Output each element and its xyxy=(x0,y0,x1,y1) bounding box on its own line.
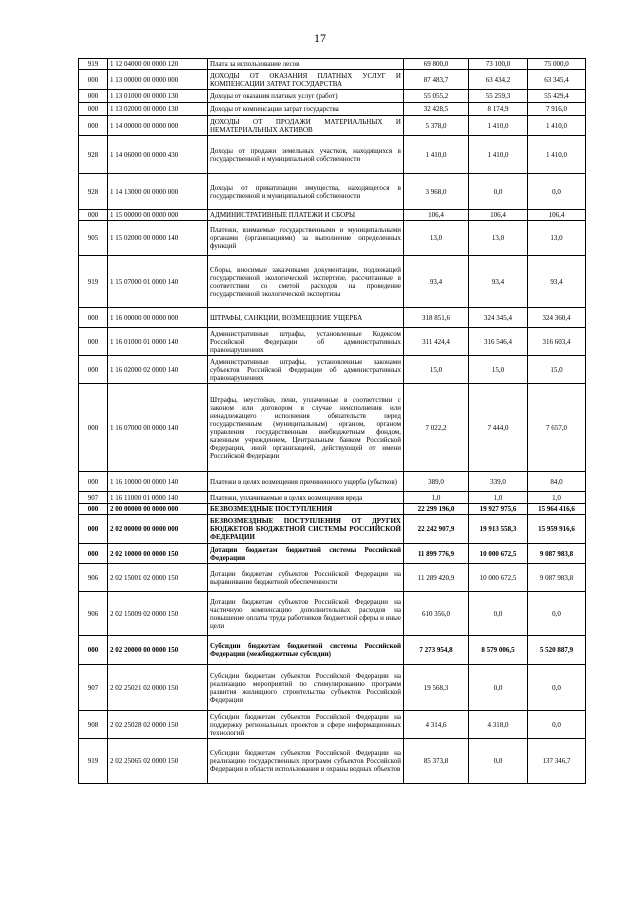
table-row xyxy=(79,504,586,515)
page-number: 17 xyxy=(314,31,326,45)
revenue-name-cell: Административные штрафы, установленные законами субъектов Российской Федерации об административных правонарушениях xyxy=(208,356,404,384)
budget-code-cell: 1 16 10000 00 0000 140 xyxy=(108,472,208,492)
amount-year1-cell: 11 289 420,9 xyxy=(404,564,469,592)
revenue-name-cell: Административные штрафы, установленные Кодексом Российской Федерации об административных правонарушениях xyxy=(208,328,404,356)
revenue-name-cell: Штрафы, неустойки, пени, уплаченные в соответствии с законом или договором в случае неисполнения или ненадлежащего исполнения обязательств перед государственным (муниципальным) органом, органом управления государственным внебюджетным фондом, казенным учреждением, Центральным банком Российской Федерации, иной организацией, действующей от имени Российской Федерации xyxy=(208,384,404,472)
admin-code-cell: 000 xyxy=(79,116,108,136)
table-row xyxy=(79,592,586,636)
budget-code-cell: 1 15 00000 00 0000 000 xyxy=(108,210,208,221)
revenue-name-cell: Дотации бюджетам субъектов Российской Федерации на частичную компенсацию дополнительных расходов на повышение оплаты труда работников бюджетной сферы и иные цели xyxy=(208,592,404,636)
amount-year3-cell: 5 520 887,9 xyxy=(528,636,586,665)
amount-year1-cell: 106,4 xyxy=(404,210,469,221)
revenue-name-cell: Платежи, взимаемые государственными и муниципальными органами (организациями) за выполнение определенных функций xyxy=(208,221,404,256)
table-row xyxy=(79,103,586,116)
revenue-name-cell: Доходы от оказания платных услуг (работ) xyxy=(208,90,404,103)
amount-year2-cell: 339,0 xyxy=(469,472,528,492)
revenue-name-cell: АДМИНИСТРАТИВНЫЕ ПЛАТЕЖИ И СБОРЫ xyxy=(208,210,404,221)
budget-code-cell: 1 14 13000 00 0000 000 xyxy=(108,174,208,210)
amount-year1-cell: 22 242 907,9 xyxy=(404,515,469,544)
revenue-name-cell: Субсидии бюджетам субъектов Российской Федерации на реализацию государственных программ субъектов Российской Федерации в области использования и охраны водных объектов xyxy=(208,739,404,784)
amount-year1-cell: 1,0 xyxy=(404,492,469,504)
revenue-name-cell: БЕЗВОЗМЕЗДНЫЕ ПОСТУПЛЕНИЯ xyxy=(208,504,404,515)
table-row xyxy=(79,210,586,221)
table-row xyxy=(79,544,586,564)
admin-code-cell: 000 xyxy=(79,210,108,221)
amount-year1-cell: 318 851,6 xyxy=(404,308,469,328)
amount-year1-cell: 55 055,2 xyxy=(404,90,469,103)
revenue-name-cell: ДОХОДЫ ОТ ПРОДАЖИ МАТЕРИАЛЬНЫХ И НЕМАТЕРИАЛЬНЫХ АКТИВОВ xyxy=(208,116,404,136)
table-row xyxy=(79,174,586,210)
budget-code-cell: 1 15 02000 00 0000 140 xyxy=(108,221,208,256)
admin-code-cell: 000 xyxy=(79,328,108,356)
amount-year3-cell: 0,0 xyxy=(528,174,586,210)
amount-year2-cell: 7 444,0 xyxy=(469,384,528,472)
amount-year1-cell: 5 378,0 xyxy=(404,116,469,136)
amount-year2-cell: 324 345,4 xyxy=(469,308,528,328)
amount-year1-cell: 4 314,6 xyxy=(404,711,469,739)
table-row xyxy=(79,308,586,328)
revenue-name-cell: БЕЗВОЗМЕЗДНЫЕ ПОСТУПЛЕНИЯ ОТ ДРУГИХ БЮДЖЕТОВ БЮДЖЕТНОЙ СИСТЕМЫ РОССИЙСКОЙ ФЕДЕРАЦИИ xyxy=(208,515,404,544)
revenue-name-cell: Доходы от продажи земельных участков, находящихся в государственной и муниципальной собственности xyxy=(208,136,404,174)
table-row xyxy=(79,515,586,544)
table-row xyxy=(79,711,586,739)
amount-year2-cell: 1 410,0 xyxy=(469,136,528,174)
amount-year3-cell: 7 916,0 xyxy=(528,103,586,116)
admin-code-cell: 907 xyxy=(79,665,108,711)
budget-code-cell: 1 13 01000 00 0000 130 xyxy=(108,90,208,103)
budget-code-cell: 2 00 00000 00 0000 000 xyxy=(108,504,208,515)
amount-year2-cell: 10 000 672,5 xyxy=(469,564,528,592)
table-row xyxy=(79,472,586,492)
admin-code-cell: 000 xyxy=(79,103,108,116)
amount-year3-cell: 0,0 xyxy=(528,592,586,636)
budget-code-cell: 2 02 15009 02 0000 150 xyxy=(108,592,208,636)
amount-year2-cell: 63 434,2 xyxy=(469,70,528,90)
admin-code-cell: 919 xyxy=(79,256,108,308)
admin-code-cell: 905 xyxy=(79,221,108,256)
table-row xyxy=(79,221,586,256)
amount-year3-cell: 0,0 xyxy=(528,665,586,711)
amount-year3-cell: 9 087 983,8 xyxy=(528,544,586,564)
amount-year2-cell: 19 927 975,6 xyxy=(469,504,528,515)
admin-code-cell: 000 xyxy=(79,472,108,492)
revenue-name-cell: Субсидии бюджетам субъектов Российской Федерации на поддержку региональных проектов в сфере информационных технологий xyxy=(208,711,404,739)
amount-year1-cell: 85 373,8 xyxy=(404,739,469,784)
amount-year3-cell: 75 000,0 xyxy=(528,59,586,70)
amount-year2-cell: 1,0 xyxy=(469,492,528,504)
amount-year3-cell: 0,0 xyxy=(528,711,586,739)
table-row xyxy=(79,328,586,356)
amount-year2-cell: 0,0 xyxy=(469,665,528,711)
amount-year2-cell: 8 174,9 xyxy=(469,103,528,116)
revenue-name-cell: Платежи в целях возмещения причиненного ущерба (убытков) xyxy=(208,472,404,492)
table-row xyxy=(79,356,586,384)
admin-code-cell: 000 xyxy=(79,356,108,384)
admin-code-cell: 000 xyxy=(79,504,108,515)
budget-code-cell: 2 02 20000 00 0000 150 xyxy=(108,636,208,665)
table-row xyxy=(79,665,586,711)
admin-code-cell: 000 xyxy=(79,515,108,544)
revenue-name-cell: ДОХОДЫ ОТ ОКАЗАНИЯ ПЛАТНЫХ УСЛУГ И КОМПЕНСАЦИИ ЗАТРАТ ГОСУДАРСТВА xyxy=(208,70,404,90)
amount-year1-cell: 3 968,0 xyxy=(404,174,469,210)
budget-code-cell: 1 13 02000 00 0000 130 xyxy=(108,103,208,116)
budget-code-cell: 1 16 07000 00 0000 140 xyxy=(108,384,208,472)
budget-code-cell: 1 16 00000 00 0000 000 xyxy=(108,308,208,328)
amount-year3-cell: 324 360,4 xyxy=(528,308,586,328)
revenue-name-cell: Субсидии бюджетам субъектов Российской Федерации на реализацию мероприятий по стимулированию программ развития жилищного строительства субъектов Российской Федерации xyxy=(208,665,404,711)
amount-year1-cell: 13,0 xyxy=(404,221,469,256)
revenue-name-cell: Доходы от компенсации затрат государства xyxy=(208,103,404,116)
admin-code-cell: 000 xyxy=(79,636,108,665)
budget-code-cell: 2 02 00000 00 0000 000 xyxy=(108,515,208,544)
amount-year3-cell: 1,0 xyxy=(528,492,586,504)
revenue-name-cell: Сборы, вносимые заказчиками документации, подлежащей государственной экологической экспертизе, рассчитанные в соответствии со сметой расходов на проведение государственной экологической экспертизы xyxy=(208,256,404,308)
amount-year1-cell: 22 299 196,0 xyxy=(404,504,469,515)
amount-year2-cell: 1 410,0 xyxy=(469,116,528,136)
amount-year1-cell: 389,0 xyxy=(404,472,469,492)
amount-year3-cell: 15 959 916,6 xyxy=(528,515,586,544)
amount-year2-cell: 55 259,3 xyxy=(469,90,528,103)
admin-code-cell: 919 xyxy=(79,739,108,784)
amount-year3-cell: 63 345,4 xyxy=(528,70,586,90)
table-row xyxy=(79,116,586,136)
budget-code-cell: 1 16 01000 01 0000 140 xyxy=(108,328,208,356)
amount-year3-cell: 55 429,4 xyxy=(528,90,586,103)
amount-year1-cell: 87 483,7 xyxy=(404,70,469,90)
amount-year2-cell: 13,0 xyxy=(469,221,528,256)
admin-code-cell: 000 xyxy=(79,544,108,564)
budget-code-cell: 1 15 07000 01 0000 140 xyxy=(108,256,208,308)
table-row xyxy=(79,636,586,665)
budget-revenue-table xyxy=(78,58,586,784)
revenue-name-cell: Платежи, уплачиваемые в целях возмещения вреда xyxy=(208,492,404,504)
amount-year3-cell: 13,0 xyxy=(528,221,586,256)
amount-year2-cell: 15,0 xyxy=(469,356,528,384)
table-row xyxy=(79,90,586,103)
amount-year2-cell: 8 579 006,5 xyxy=(469,636,528,665)
admin-code-cell: 908 xyxy=(79,711,108,739)
amount-year1-cell: 32 428,5 xyxy=(404,103,469,116)
table-row xyxy=(79,739,586,784)
amount-year3-cell: 1 410,0 xyxy=(528,116,586,136)
amount-year3-cell: 84,0 xyxy=(528,472,586,492)
admin-code-cell: 919 xyxy=(79,59,108,70)
admin-code-cell: 928 xyxy=(79,174,108,210)
table-body xyxy=(79,59,586,784)
amount-year1-cell: 7 273 954,8 xyxy=(404,636,469,665)
amount-year1-cell: 7 022,2 xyxy=(404,384,469,472)
amount-year2-cell: 0,0 xyxy=(469,592,528,636)
budget-code-cell: 2 02 15001 02 0000 150 xyxy=(108,564,208,592)
amount-year1-cell: 15,0 xyxy=(404,356,469,384)
amount-year3-cell: 93,4 xyxy=(528,256,586,308)
amount-year3-cell: 106,4 xyxy=(528,210,586,221)
amount-year3-cell: 137 346,7 xyxy=(528,739,586,784)
amount-year1-cell: 1 410,0 xyxy=(404,136,469,174)
amount-year2-cell: 73 100,0 xyxy=(469,59,528,70)
admin-code-cell: 000 xyxy=(79,308,108,328)
amount-year2-cell: 106,4 xyxy=(469,210,528,221)
revenue-name-cell: Плата за использование лесов xyxy=(208,59,404,70)
revenue-name-cell: Субсидии бюджетам бюджетной системы Российской Федерации (межбюджетные субсидии) xyxy=(208,636,404,665)
budget-code-cell: 2 02 25028 02 0000 150 xyxy=(108,711,208,739)
amount-year2-cell: 316 546,4 xyxy=(469,328,528,356)
budget-code-cell: 1 12 04000 00 0000 120 xyxy=(108,59,208,70)
amount-year2-cell: 0,0 xyxy=(469,739,528,784)
revenue-name-cell: ШТРАФЫ, САНКЦИИ, ВОЗМЕЩЕНИЕ УЩЕРБА xyxy=(208,308,404,328)
budget-code-cell: 2 02 10000 00 0000 150 xyxy=(108,544,208,564)
amount-year3-cell: 316 603,4 xyxy=(528,328,586,356)
admin-code-cell: 906 xyxy=(79,564,108,592)
amount-year2-cell: 19 913 558,3 xyxy=(469,515,528,544)
budget-code-cell: 1 16 02000 02 0000 140 xyxy=(108,356,208,384)
budget-code-cell: 1 14 06000 00 0000 430 xyxy=(108,136,208,174)
amount-year1-cell: 11 899 776,9 xyxy=(404,544,469,564)
table-row xyxy=(79,70,586,90)
amount-year2-cell: 4 318,0 xyxy=(469,711,528,739)
table-row xyxy=(79,492,586,504)
admin-code-cell: 906 xyxy=(79,592,108,636)
amount-year1-cell: 19 568,3 xyxy=(404,665,469,711)
table-row xyxy=(79,384,586,472)
admin-code-cell: 000 xyxy=(79,70,108,90)
amount-year3-cell: 1 410,0 xyxy=(528,136,586,174)
budget-code-cell: 2 02 25021 02 0000 150 xyxy=(108,665,208,711)
table-row xyxy=(79,59,586,70)
revenue-name-cell: Дотации бюджетам субъектов Российской Федерации на выравнивание бюджетной обеспеченности xyxy=(208,564,404,592)
table-row xyxy=(79,564,586,592)
amount-year2-cell: 93,4 xyxy=(469,256,528,308)
amount-year1-cell: 311 424,4 xyxy=(404,328,469,356)
amount-year3-cell: 15 964 416,6 xyxy=(528,504,586,515)
budget-code-cell: 1 16 11000 01 0000 140 xyxy=(108,492,208,504)
budget-code-cell: 1 13 00000 00 0000 000 xyxy=(108,70,208,90)
amount-year3-cell: 15,0 xyxy=(528,356,586,384)
amount-year2-cell: 10 000 672,5 xyxy=(469,544,528,564)
table-row xyxy=(79,136,586,174)
revenue-name-cell: Дотации бюджетам бюджетной системы Российской Федерации xyxy=(208,544,404,564)
revenue-name-cell: Доходы от приватизации имущества, находящегося в государственной и муниципальной собственности xyxy=(208,174,404,210)
admin-code-cell: 000 xyxy=(79,384,108,472)
amount-year1-cell: 93,4 xyxy=(404,256,469,308)
budget-code-cell: 2 02 25065 02 0000 150 xyxy=(108,739,208,784)
table-row xyxy=(79,256,586,308)
amount-year3-cell: 7 657,0 xyxy=(528,384,586,472)
admin-code-cell: 907 xyxy=(79,492,108,504)
amount-year1-cell: 69 800,0 xyxy=(404,59,469,70)
amount-year3-cell: 9 087 983,8 xyxy=(528,564,586,592)
admin-code-cell: 928 xyxy=(79,136,108,174)
admin-code-cell: 000 xyxy=(79,90,108,103)
budget-code-cell: 1 14 00000 00 0000 000 xyxy=(108,116,208,136)
amount-year2-cell: 0,0 xyxy=(469,174,528,210)
amount-year1-cell: 610 356,0 xyxy=(404,592,469,636)
